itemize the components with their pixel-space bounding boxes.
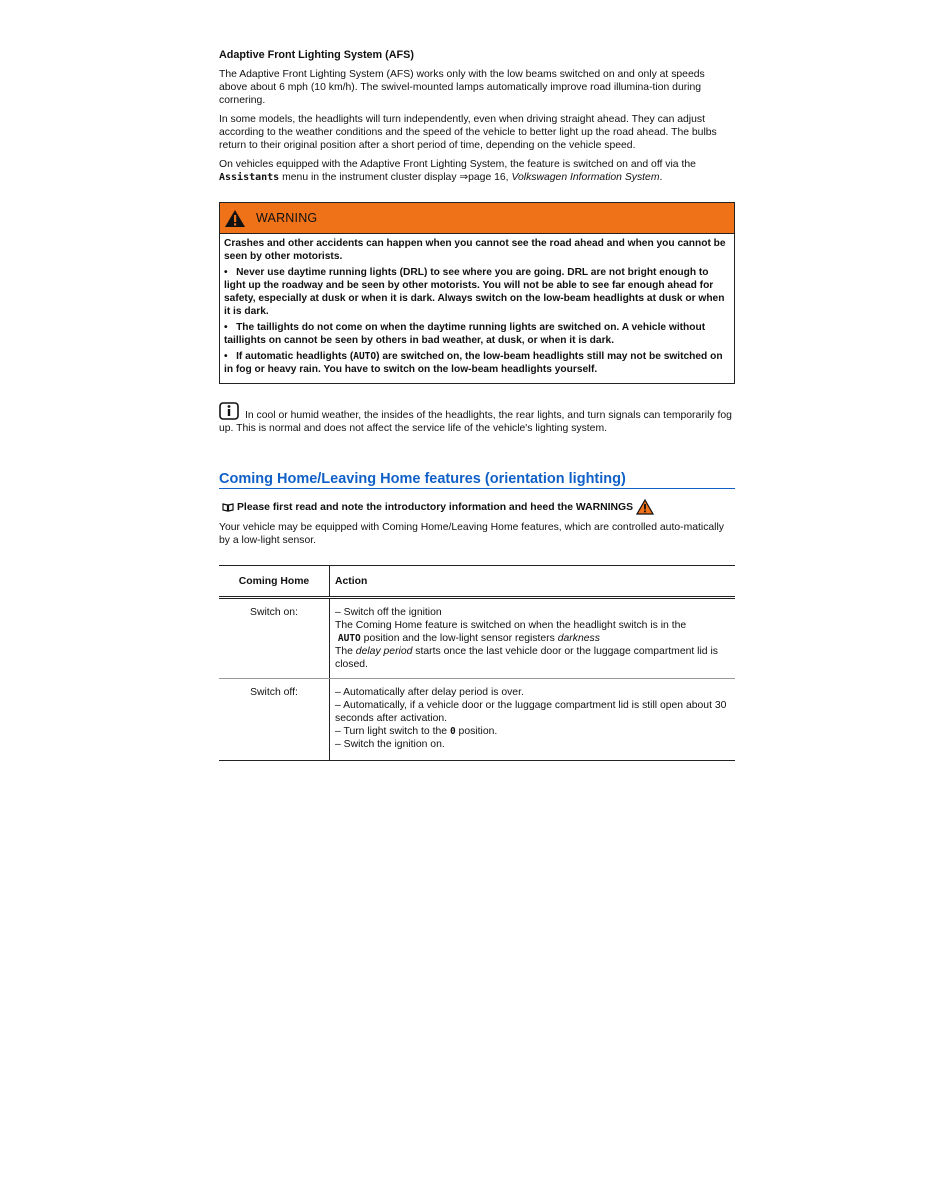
row-label-switch-on: Switch on: — [219, 598, 330, 679]
table-header-action: Action — [330, 566, 736, 598]
warning-bullet-3-start: If automatic headlights ( — [236, 351, 354, 362]
action-line-end: starts once the last vehicle door or the luggage compartment lid is closed. — [335, 646, 718, 670]
warning-bullet-1 — [224, 266, 730, 318]
action-line-end: position. — [455, 726, 498, 737]
row-action-switch-on — [330, 598, 736, 679]
bullet-dot: • — [224, 322, 237, 333]
table-header-coming-home: Coming Home — [219, 566, 330, 598]
warning-header — [220, 203, 734, 234]
warning-lead: Crashes and other accidents can happen when you cannot see the road ahead and when you cannot be seen by other motorists. — [224, 238, 726, 262]
delay-period-term: delay period — [355, 646, 413, 657]
zero-key-label: 0 — [449, 726, 456, 737]
afs-p3-start: On vehicles equipped with the Adaptive Front Lighting System, the feature is switched on and off via the — [219, 159, 696, 170]
vw-info-system-link[interactable]: Volkswagen Information System — [511, 172, 660, 183]
coming-home-paragraph: Your vehicle may be equipped with Coming Home/Leaving Home features, which are controlled auto-matically by a low-light sensor. — [219, 522, 724, 546]
action-line: The Coming Home feature is switched on when the headlight switch is in the — [335, 620, 687, 631]
action-line — [335, 645, 730, 671]
warning-bullet-3-end: ) are switched on, the low-beam headlights still may not be switched on in fog or heavy rain. You have to switch on the low-beam headlights yourself. — [224, 351, 723, 375]
section-title-coming-home: Coming Home/Leaving Home features (orientation lighting) — [219, 473, 735, 489]
warning-bullet-3 — [224, 350, 730, 376]
table-row — [219, 679, 735, 761]
action-line — [335, 632, 730, 645]
afs-paragraph-2: In some models, the headlights will turn independently, even when driving straight ahead. They can adjust according to the weather conditions and the speed of the vehicle to better light up the road ahead. The bulbs return to their original position after a short period of time, depending on the vehicle speed. — [219, 114, 717, 151]
bullet-dot: • — [224, 351, 237, 362]
page-content — [219, 49, 735, 761]
book-icon — [222, 502, 234, 512]
afs-paragraph-3 — [219, 158, 735, 184]
row-action-switch-off — [330, 679, 736, 761]
afs-p3-mid: menu in the instrument cluster display ⇒page 16, — [279, 172, 512, 183]
table-row — [219, 598, 735, 679]
auto-key-label: AUTO — [337, 633, 361, 644]
intro-line — [219, 499, 735, 515]
warning-triangle-small-icon — [636, 499, 654, 515]
warning-body — [220, 234, 734, 383]
info-note-text: In cool or humid weather, the insides of the headlights, the rear lights, and turn signals can temporarily fog up. This is normal and does not affect the service life of the vehicle's lighting system. — [219, 410, 732, 434]
warning-bullet-2-text: The taillights do not come on when the daytime running lights are switched on. A vehicle without taillights on cannot be seen by others in bad weather, at dusk, or when it is dark. — [224, 322, 706, 346]
action-line: – Switch the ignition on. — [335, 739, 445, 750]
auto-key-label: AUTO — [353, 351, 377, 362]
bullet-dot: • — [224, 267, 237, 278]
info-note — [219, 402, 735, 435]
warning-title: WARNING — [256, 210, 318, 225]
warning-triangle-icon — [224, 209, 246, 228]
action-line-start: The — [335, 646, 356, 657]
action-line: – Automatically after delay period is over. — [335, 687, 524, 698]
assistants-menu-label: Assistants — [219, 172, 280, 183]
action-line: – Switch off the ignition — [335, 607, 442, 618]
intro-text: Please first read and note the introductory information and heed the WARNINGS — [237, 501, 634, 513]
action-line-mid: position and the low-light sensor registers — [360, 633, 558, 644]
warning-bullet-1-text: Never use daytime running lights (DRL) to see where you are going. DRL are not bright enough to light up the roadway and be seen by other motorists. You will not be able to see far enough ahead for safety, especially at dusk or when it is dark. Always switch on the low-beam headlights at dusk or when it is dark. — [224, 267, 725, 317]
coming-home-table — [219, 565, 735, 761]
afs-heading: Adaptive Front Lighting System (AFS) — [219, 49, 414, 61]
afs-p3-end: . — [659, 172, 663, 183]
warning-box — [219, 202, 735, 384]
afs-paragraph-1: The Adaptive Front Lighting System (AFS) works only with the low beams switched on and only at speeds above about 6 mph (10 km/h). The swivel-mounted lamps automatically improve road illumina-tion during cornering. — [219, 69, 705, 106]
action-line — [335, 725, 730, 738]
warning-bullet-2 — [224, 321, 730, 347]
action-line: – Automatically, if a vehicle door or the luggage compartment lid is still open about 30 seconds after activation. — [335, 700, 727, 724]
table-header-row — [219, 566, 735, 598]
row-label-switch-off: Switch off: — [219, 679, 330, 761]
info-icon — [219, 402, 239, 420]
darkness-term: darkness — [557, 633, 600, 644]
action-line-start: – Turn light switch to the — [335, 726, 450, 737]
